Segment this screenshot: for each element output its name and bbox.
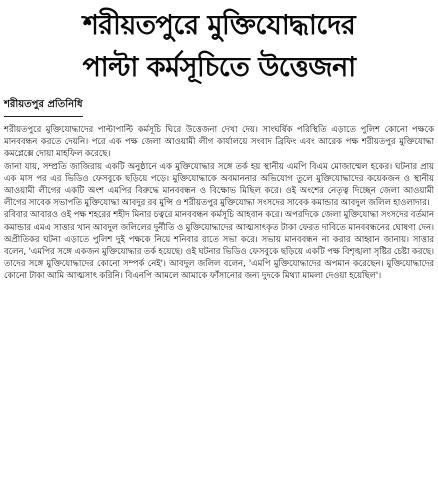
paragraph-3: রবিবার আবারও ওই পক্ষ শহরের শহীদ মিনার চত্বরে মানববন্ধন কর্মসূচি আহবান করে। অপরদিকে জেলা মুক্তিযোদ্ধা সংসদের বর্তমান কমান্ডার এমএ সাত্তার খান আবদুল জলিলের দুর্নীতি ও মুক্তিযোদ্ধাদের আত্মসাৎকৃত টাকা ফেরত দাবিতে মানববন্ধনের ঘোষণা দেন। অপ্রীতিকর ঘটনা এড়াতে পুলিশ দুই পক্ষকে নিয়ে শনিবার রাতে সভা করে। সভায় মানববন্ধন না করার আহ্বান জানায়। সাত্তার বলেন, 'এমপির সঙ্গে একজন মুক্তিযোদ্ধার তর্ক হয়েছে। ওই ঘটনার ভিডিও ফেসবুকে ছড়িয়ে একটি পক্ষ বিশৃঙ্খলা সৃষ্টির চেষ্টা করছে। তাদের সঙ্গে মুক্তিযোদ্ধাদের কোনো সম্পর্ক নেই'। আবদুল জলিল বলেন, 'এমপি মুক্তিযোদ্ধাদের অপমান করেছেন। মুক্তিযোদ্ধাদের কোনো টাকা আমি আত্মসাৎ করিনি। বিএনপি আমলে আমাকে ফাঁসানোর জন্য দুদকে মিথ্যা মামলা দেওয়া হয়েছিল'। xyxy=(4,210,434,282)
headline-line-1: শরীয়তপুরে মুক্তিযোদ্ধাদের xyxy=(82,10,356,41)
headline xyxy=(4,6,434,90)
paragraph-1: শরীয়তপুরে মুক্তিযোদ্ধাদের পাল্টাপাল্টি কর্মসূচি ঘিরে উত্তেজনা দেখা দেয়। সাংঘর্ষিক পরিস্থিতি এড়াতে পুলিশ কোনো পক্ষকে মানববন্ধন করতে দেয়নি। পরে এক পক্ষ জেলা আওয়ামী লীগ কার্যালয়ে সংবাদ ব্রিফিং এবং আরেক পক্ষ শরীয়তপুর মুক্তিযোদ্ধা কমপ্লেক্সে দোয়া মাহফিল করেছে। xyxy=(4,125,434,160)
paragraph-2: জানা যায়, সম্প্রতি জাজিরায় একটি অনুষ্ঠানে এক মুক্তিযোদ্ধার সঙ্গে তর্ক হয় স্থানীয় এমপি বিএম মোজাম্মেল হকের। ঘটনার প্রায় এক মাস পর এর ভিডিও ফেসবুকে ছড়িয়ে পড়ে। মুক্তিযোদ্ধাকে অবমাননার অভিযোগ তুলে মুক্তিযোদ্ধাদের কয়েকজন ও স্থানীয় আওয়ামী লীগের একটি অংশ এমপির বিরুদ্ধে মানববন্ধন ও বিক্ষোভ মিছিল করে। ওই অংশের নেতৃত্ব দিচ্ছেন জেলা আওয়ামী লীগের সাবেক সভাপতি মুক্তিযোদ্ধা আবদুর রব মুন্সি ও শরীয়তপুর মুক্তিযোদ্ধা সংসদের সাবেক কমান্ডার আবদুল জলিল হাওলাদার। xyxy=(4,161,434,209)
headline-line-2: পাল্টা কর্মসূচিতে উত্তেজনা xyxy=(82,52,356,83)
article-body xyxy=(4,124,434,283)
byline-container xyxy=(4,94,434,120)
byline: শরীয়তপুর প্রতিনিধি xyxy=(4,97,83,117)
